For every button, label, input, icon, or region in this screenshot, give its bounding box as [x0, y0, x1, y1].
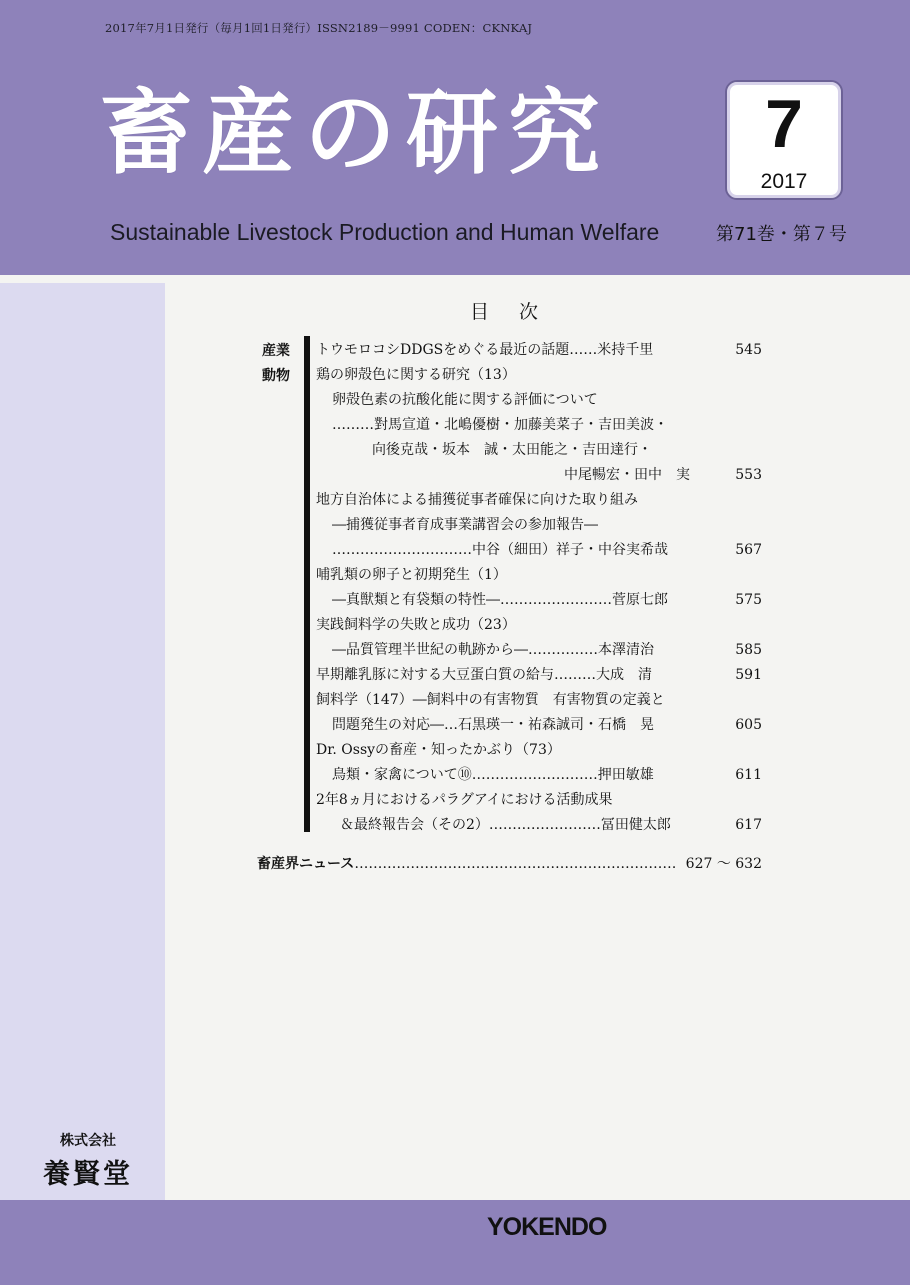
- toc-entry-text: 哺乳類の卵子と初期発生（1）: [316, 567, 507, 583]
- toc-entry: [300, 764, 762, 786]
- issue-year: 2017: [760, 170, 808, 193]
- toc-entry-text: 2年8ヵ月におけるパラグアイにおける活動成果: [316, 792, 613, 808]
- issue-box: [725, 80, 843, 200]
- toc-entry: [300, 439, 762, 461]
- toc-entry: [300, 714, 762, 736]
- journal-subtitle: Sustainable Livestock Production and Human Welfare: [110, 219, 660, 245]
- category-label-line2: 動物: [262, 368, 290, 384]
- toc-entry: [300, 464, 762, 486]
- issue-number: 7: [765, 86, 803, 162]
- toc-entry-text: ―捕獲従事者育成事業講習会の参加報告―: [332, 517, 598, 533]
- toc-entry-text: 飼料学（147）―飼料中の有害物質 有害物質の定義と: [316, 692, 665, 708]
- toc-entry-text: ―真獣類と有袋類の特性―……………………菅原七郎: [332, 592, 668, 608]
- side-panel: [0, 283, 165, 1200]
- toc-entry: [300, 489, 762, 511]
- publication-info: 2017年7月1日発行（毎月1回1日発行）ISSN2189－9991 CODEN：CKNKAJ: [105, 21, 533, 35]
- toc-entry: [300, 339, 762, 361]
- toc-entry-text: 問題発生の対応―…石黒瑛一・祐森誠司・石橋 晃: [332, 717, 654, 733]
- publisher-type: 株式会社: [60, 1133, 116, 1149]
- toc-entry-text: 鳥類・家禽について⑩………………………押田敏雄: [332, 767, 654, 783]
- toc-entry-text: 実践飼料学の失敗と成功（23）: [316, 617, 516, 633]
- toc-entry: [300, 364, 762, 386]
- toc-entry-text: 卵殻色素の抗酸化能に関する評価について: [332, 392, 598, 408]
- toc-entry: [300, 539, 762, 561]
- toc-entry: [300, 664, 762, 686]
- toc-entry-page: 585: [735, 642, 762, 658]
- toc-entry: [300, 789, 762, 811]
- toc-entry: [300, 639, 762, 661]
- news-label: 畜産界ニュース: [257, 856, 355, 872]
- toc-entry-page: 575: [735, 592, 762, 608]
- volume-label: 第71巻・第７号: [716, 224, 847, 245]
- toc-entry-page: 545: [735, 342, 762, 358]
- toc-entry: [300, 814, 762, 836]
- journal-title: 畜産の研究: [100, 80, 611, 187]
- toc-entry: [300, 614, 762, 636]
- toc-entry: [300, 414, 762, 436]
- publisher-block: [28, 1130, 148, 1191]
- toc-entry-page: 591: [735, 667, 762, 683]
- toc-entry-text: Dr. Ossyの畜産・知ったかぶり（73）: [316, 742, 561, 758]
- toc-entry: [300, 689, 762, 711]
- news-entry: [257, 853, 762, 875]
- toc-entry: [300, 514, 762, 536]
- toc-entry-text: 中尾暢宏・田中 実: [564, 467, 690, 483]
- toc-entry-text: 鶏の卵殻色に関する研究（13）: [316, 367, 516, 383]
- toc-entry-text: 早期離乳豚に対する大豆蛋白質の給与………大成 清: [316, 667, 652, 683]
- toc-entry-text: …………………………中谷（細田）祥子・中谷実希哉: [332, 542, 668, 558]
- toc-entry-page: 617: [735, 817, 762, 833]
- toc-entry: [300, 589, 762, 611]
- toc-entry-text: ―品質管理半世紀の軌跡から―……………本澤清治: [332, 642, 654, 658]
- toc-entry-text: 向後克哉・坂本 誠・太田能之・吉田達行・: [372, 442, 652, 458]
- toc-entry: [300, 564, 762, 586]
- category-label-line1: 産業: [262, 343, 290, 359]
- toc-entry: [300, 739, 762, 761]
- toc-entry-page: 611: [735, 767, 762, 783]
- news-pages: 627 ～ 632: [685, 856, 762, 872]
- toc-entry: [300, 389, 762, 411]
- news-leader: ……………………………………………………………: [354, 856, 677, 872]
- toc-entry-text: 地方自治体による捕獲従事者確保に向けた取り組み: [316, 492, 638, 508]
- publisher-logo: YOKENDO: [487, 1213, 607, 1241]
- toc-entry-text: ＆最終報告会（その2）……………………冨田健太郎: [340, 817, 671, 833]
- toc-entry-page: 567: [735, 542, 762, 558]
- publisher-name: 養賢堂: [43, 1159, 133, 1190]
- toc-entry-page: 605: [735, 717, 762, 733]
- toc-entry-text: ………對馬宣道・北嶋優樹・加藤美菜子・吉田美波・: [332, 417, 668, 433]
- toc-entry-text: トウモロコシDDGSをめぐる最近の話題……米持千里: [316, 342, 654, 358]
- footer-band: [0, 1200, 910, 1285]
- toc-title: 目次: [470, 301, 569, 323]
- toc-entry-page: 553: [735, 467, 762, 483]
